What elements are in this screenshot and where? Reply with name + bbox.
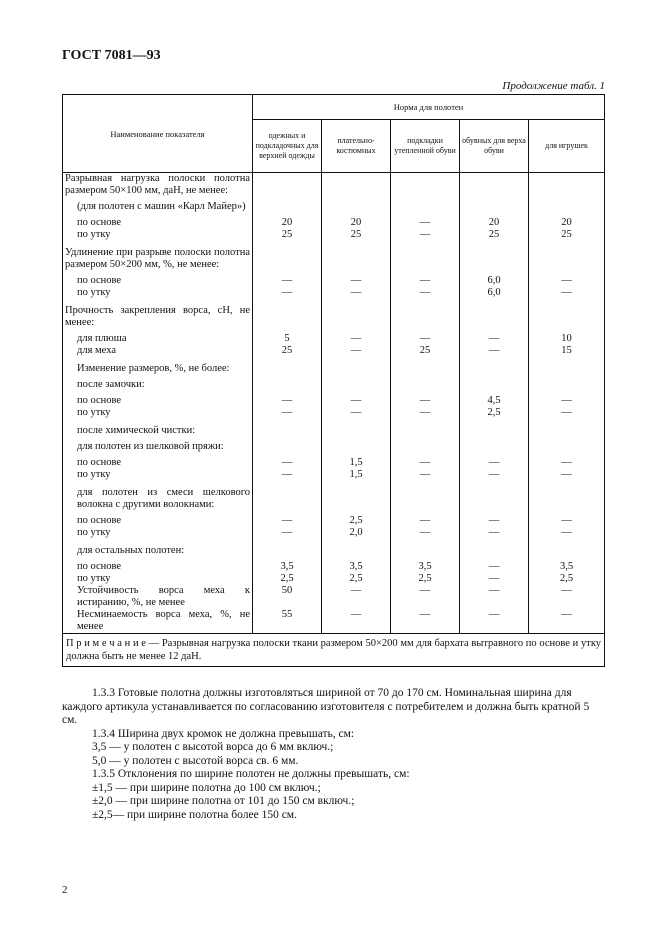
row-value xyxy=(253,363,322,379)
row-value xyxy=(529,441,605,457)
row-value: 55 xyxy=(253,609,322,634)
row-label: для полотен из шелковой пряжи: xyxy=(63,441,253,457)
row-value xyxy=(460,363,529,379)
row-value xyxy=(529,173,605,202)
header-col-dress: плательно-костюмных xyxy=(322,120,391,173)
row-value xyxy=(322,379,391,395)
table-row xyxy=(63,379,605,395)
row-value xyxy=(460,487,529,515)
row-value xyxy=(460,247,529,275)
row-value: — xyxy=(391,515,460,527)
row-label: по утку xyxy=(63,527,253,545)
row-value: — xyxy=(460,561,529,573)
row-value: — xyxy=(529,469,605,487)
table-row xyxy=(63,609,605,634)
row-value xyxy=(529,305,605,333)
row-value: — xyxy=(391,217,460,229)
row-label: для остальных полотен: xyxy=(63,545,253,561)
row-value: — xyxy=(460,585,529,609)
row-value: 2,0 xyxy=(322,527,391,545)
row-value xyxy=(322,545,391,561)
row-value: 1,5 xyxy=(322,457,391,469)
row-value: — xyxy=(253,457,322,469)
row-value xyxy=(253,441,322,457)
row-value: — xyxy=(322,287,391,305)
row-value: — xyxy=(391,395,460,407)
row-value xyxy=(322,487,391,515)
row-value: — xyxy=(391,287,460,305)
norms-table xyxy=(62,94,605,667)
row-value xyxy=(391,441,460,457)
row-value: 50 xyxy=(253,585,322,609)
row-value xyxy=(460,379,529,395)
row-value xyxy=(253,173,322,202)
row-label: по основе xyxy=(63,275,253,287)
row-value xyxy=(391,247,460,275)
row-value xyxy=(322,305,391,333)
row-value: — xyxy=(253,275,322,287)
row-label: по основе xyxy=(63,561,253,573)
row-value xyxy=(529,379,605,395)
table-row xyxy=(63,345,605,363)
table-continuation-label: Продолжение табл. 1 xyxy=(502,80,605,92)
row-value: — xyxy=(529,609,605,634)
paragraph-1-3-4: 1.3.4 Ширина двух кромок не должна превышать, см: xyxy=(92,727,355,740)
header-norm-for-fabrics: Норма для полотен xyxy=(253,95,605,120)
row-value: — xyxy=(460,345,529,363)
row-value xyxy=(529,201,605,217)
row-value xyxy=(322,441,391,457)
row-value xyxy=(253,201,322,217)
row-label: по утку xyxy=(63,229,253,247)
list-item: ±1,5 — при ширине полотна до 100 см включ.; xyxy=(92,781,321,794)
row-label: для полотен из смеси шелкового волокна с другими волокнами: xyxy=(63,487,253,515)
row-value: 20 xyxy=(529,217,605,229)
row-value xyxy=(253,487,322,515)
row-label: Изменение размеров, %, не более: xyxy=(63,363,253,379)
row-value xyxy=(322,425,391,441)
row-label: по основе xyxy=(63,217,253,229)
header-parameter-name: Наименование показателя xyxy=(63,95,253,173)
table-row xyxy=(63,487,605,515)
list-item: 3,5 — у полотен с высотой ворса до 6 мм включ.; xyxy=(92,741,334,753)
row-value: — xyxy=(322,345,391,363)
row-value: — xyxy=(460,527,529,545)
body-text xyxy=(62,687,605,822)
table-row xyxy=(63,561,605,573)
row-value xyxy=(253,379,322,395)
list-item: ±2,0 — при ширине полотна от 101 до 150 см включ.; xyxy=(92,795,355,807)
header-col-shoe-upper: обувных для верха обуви xyxy=(460,120,529,173)
row-value xyxy=(391,363,460,379)
row-value xyxy=(460,425,529,441)
row-value: — xyxy=(391,585,460,609)
table-row xyxy=(63,585,605,609)
row-value xyxy=(391,545,460,561)
table-row xyxy=(63,247,605,275)
row-label: Разрывная нагрузка полоски полотна размером 50×100 мм, даН, не менее: xyxy=(63,173,253,202)
row-label: Несминаемость ворса меха, %, не менее xyxy=(63,609,253,634)
row-label: после химической чистки: xyxy=(63,425,253,441)
row-value: 3,5 xyxy=(529,561,605,573)
row-value xyxy=(529,363,605,379)
row-label: для плюша xyxy=(63,333,253,345)
row-label: по основе xyxy=(63,395,253,407)
row-value xyxy=(529,545,605,561)
row-value: 2,5 xyxy=(529,573,605,585)
row-value: 25 xyxy=(391,345,460,363)
row-value: 3,5 xyxy=(391,561,460,573)
list-item: ±2,5— при ширине полотна более 150 см. xyxy=(92,808,297,821)
row-value: — xyxy=(322,609,391,634)
row-value: — xyxy=(391,469,460,487)
row-label: по основе xyxy=(63,515,253,527)
row-value: — xyxy=(253,469,322,487)
table-row xyxy=(63,441,605,457)
row-value: — xyxy=(391,275,460,287)
row-value xyxy=(391,201,460,217)
row-value: — xyxy=(529,585,605,609)
row-value xyxy=(391,379,460,395)
row-value xyxy=(391,487,460,515)
row-value xyxy=(322,363,391,379)
row-value: — xyxy=(322,395,391,407)
table-row xyxy=(63,573,605,585)
paragraph-1-3-3: 1.3.3 Готовые полотна должны изготовляться шириной от 70 до 170 см. Номинальная ширина для каждого артикула устанавливается по согласованию изготовителя с потребителем и должна быть кратной 5 см. xyxy=(62,687,590,726)
row-value: — xyxy=(529,407,605,425)
row-label: (для полотен с машин «Карл Майер») xyxy=(63,201,253,217)
list-item: 5,0 — у полотен с высотой ворса св. 6 мм. xyxy=(92,754,299,767)
row-value: — xyxy=(529,527,605,545)
row-value xyxy=(529,247,605,275)
row-value: 2,5 xyxy=(460,407,529,425)
row-value: — xyxy=(391,333,460,345)
row-label: по основе xyxy=(63,457,253,469)
row-value: 25 xyxy=(253,229,322,247)
table-row xyxy=(63,469,605,487)
row-value: — xyxy=(322,585,391,609)
row-value xyxy=(391,173,460,202)
table-row xyxy=(63,425,605,441)
header-col-toys: для игрушек xyxy=(529,120,605,173)
row-value: 15 xyxy=(529,345,605,363)
table-row xyxy=(63,457,605,469)
row-value xyxy=(460,545,529,561)
row-value: — xyxy=(529,287,605,305)
row-value: 2,5 xyxy=(253,573,322,585)
table-row xyxy=(63,395,605,407)
header-col-outerwear: одежных и подкладочных для верхней одежды xyxy=(253,120,322,173)
row-value: — xyxy=(322,407,391,425)
row-value: 5 xyxy=(253,333,322,345)
page-number: 2 xyxy=(62,884,68,896)
row-label: Устойчивость ворса меха к истиранию, %, не менее xyxy=(63,585,253,609)
row-value xyxy=(460,305,529,333)
row-value: — xyxy=(391,229,460,247)
row-label: по утку xyxy=(63,407,253,425)
row-value xyxy=(460,201,529,217)
row-value: 4,5 xyxy=(460,395,529,407)
row-value: 6,0 xyxy=(460,287,529,305)
table-row xyxy=(63,275,605,287)
row-label: по утку xyxy=(63,469,253,487)
row-value: — xyxy=(391,457,460,469)
table-row xyxy=(63,333,605,345)
row-label: после замочки: xyxy=(63,379,253,395)
row-value: — xyxy=(460,573,529,585)
row-value: — xyxy=(529,457,605,469)
row-value: — xyxy=(529,395,605,407)
row-value: — xyxy=(391,609,460,634)
document-title: ГОСТ 7081—93 xyxy=(62,48,161,63)
row-label: по утку xyxy=(63,287,253,305)
table-row xyxy=(63,363,605,379)
row-value: 2,5 xyxy=(391,573,460,585)
row-value xyxy=(460,441,529,457)
row-value xyxy=(253,247,322,275)
table-row xyxy=(63,407,605,425)
row-label: по утку xyxy=(63,573,253,585)
row-label: для меха xyxy=(63,345,253,363)
row-value: 3,5 xyxy=(322,561,391,573)
table-row xyxy=(63,515,605,527)
row-value: 2,5 xyxy=(322,573,391,585)
row-value: — xyxy=(529,275,605,287)
paragraph-1-3-5: 1.3.5 Отклонения по ширине полотен не должны превышать, см: xyxy=(92,768,410,780)
row-value: 20 xyxy=(322,217,391,229)
row-value: — xyxy=(253,527,322,545)
row-value: — xyxy=(322,275,391,287)
row-value xyxy=(322,201,391,217)
row-value: — xyxy=(391,527,460,545)
row-value xyxy=(391,305,460,333)
row-value: 3,5 xyxy=(253,561,322,573)
table-row xyxy=(63,201,605,217)
row-value: 25 xyxy=(460,229,529,247)
row-value: 1,5 xyxy=(322,469,391,487)
table-row xyxy=(63,229,605,247)
table-row xyxy=(63,527,605,545)
row-value: — xyxy=(460,515,529,527)
row-value xyxy=(529,425,605,441)
row-value: — xyxy=(460,333,529,345)
row-value: 6,0 xyxy=(460,275,529,287)
header-col-lining-shoes: подкладки утепленной обуви xyxy=(391,120,460,173)
table-row xyxy=(63,287,605,305)
row-value: 25 xyxy=(322,229,391,247)
row-value xyxy=(460,173,529,202)
row-value xyxy=(322,173,391,202)
row-value: — xyxy=(253,395,322,407)
row-value: 10 xyxy=(529,333,605,345)
table-row xyxy=(63,305,605,333)
row-value: — xyxy=(253,407,322,425)
row-value: — xyxy=(460,609,529,634)
row-value: 20 xyxy=(460,217,529,229)
row-value: — xyxy=(253,287,322,305)
row-value: — xyxy=(322,333,391,345)
row-value xyxy=(253,305,322,333)
row-value xyxy=(391,425,460,441)
row-value: — xyxy=(529,515,605,527)
row-value: — xyxy=(391,407,460,425)
row-value xyxy=(253,545,322,561)
row-value: 2,5 xyxy=(322,515,391,527)
table-row xyxy=(63,173,605,202)
row-value: — xyxy=(253,515,322,527)
table-row xyxy=(63,545,605,561)
table-row xyxy=(63,217,605,229)
table-note: П р и м е ч а н и е — Разрывная нагрузка полоски ткани размером 50×200 мм для бархата вытравного по основе и утку должна быть не менее 12 даН. xyxy=(63,634,605,667)
row-value: — xyxy=(460,469,529,487)
row-value: 20 xyxy=(253,217,322,229)
row-value xyxy=(322,247,391,275)
row-value: — xyxy=(460,457,529,469)
row-value: 25 xyxy=(529,229,605,247)
row-value xyxy=(253,425,322,441)
row-label: Прочность закрепления ворса, сН, не менее: xyxy=(63,305,253,333)
row-value xyxy=(529,487,605,515)
row-label: Удлинение при разрыве полоски полотна размером 50×200 мм, %, не менее: xyxy=(63,247,253,275)
row-value: 25 xyxy=(253,345,322,363)
